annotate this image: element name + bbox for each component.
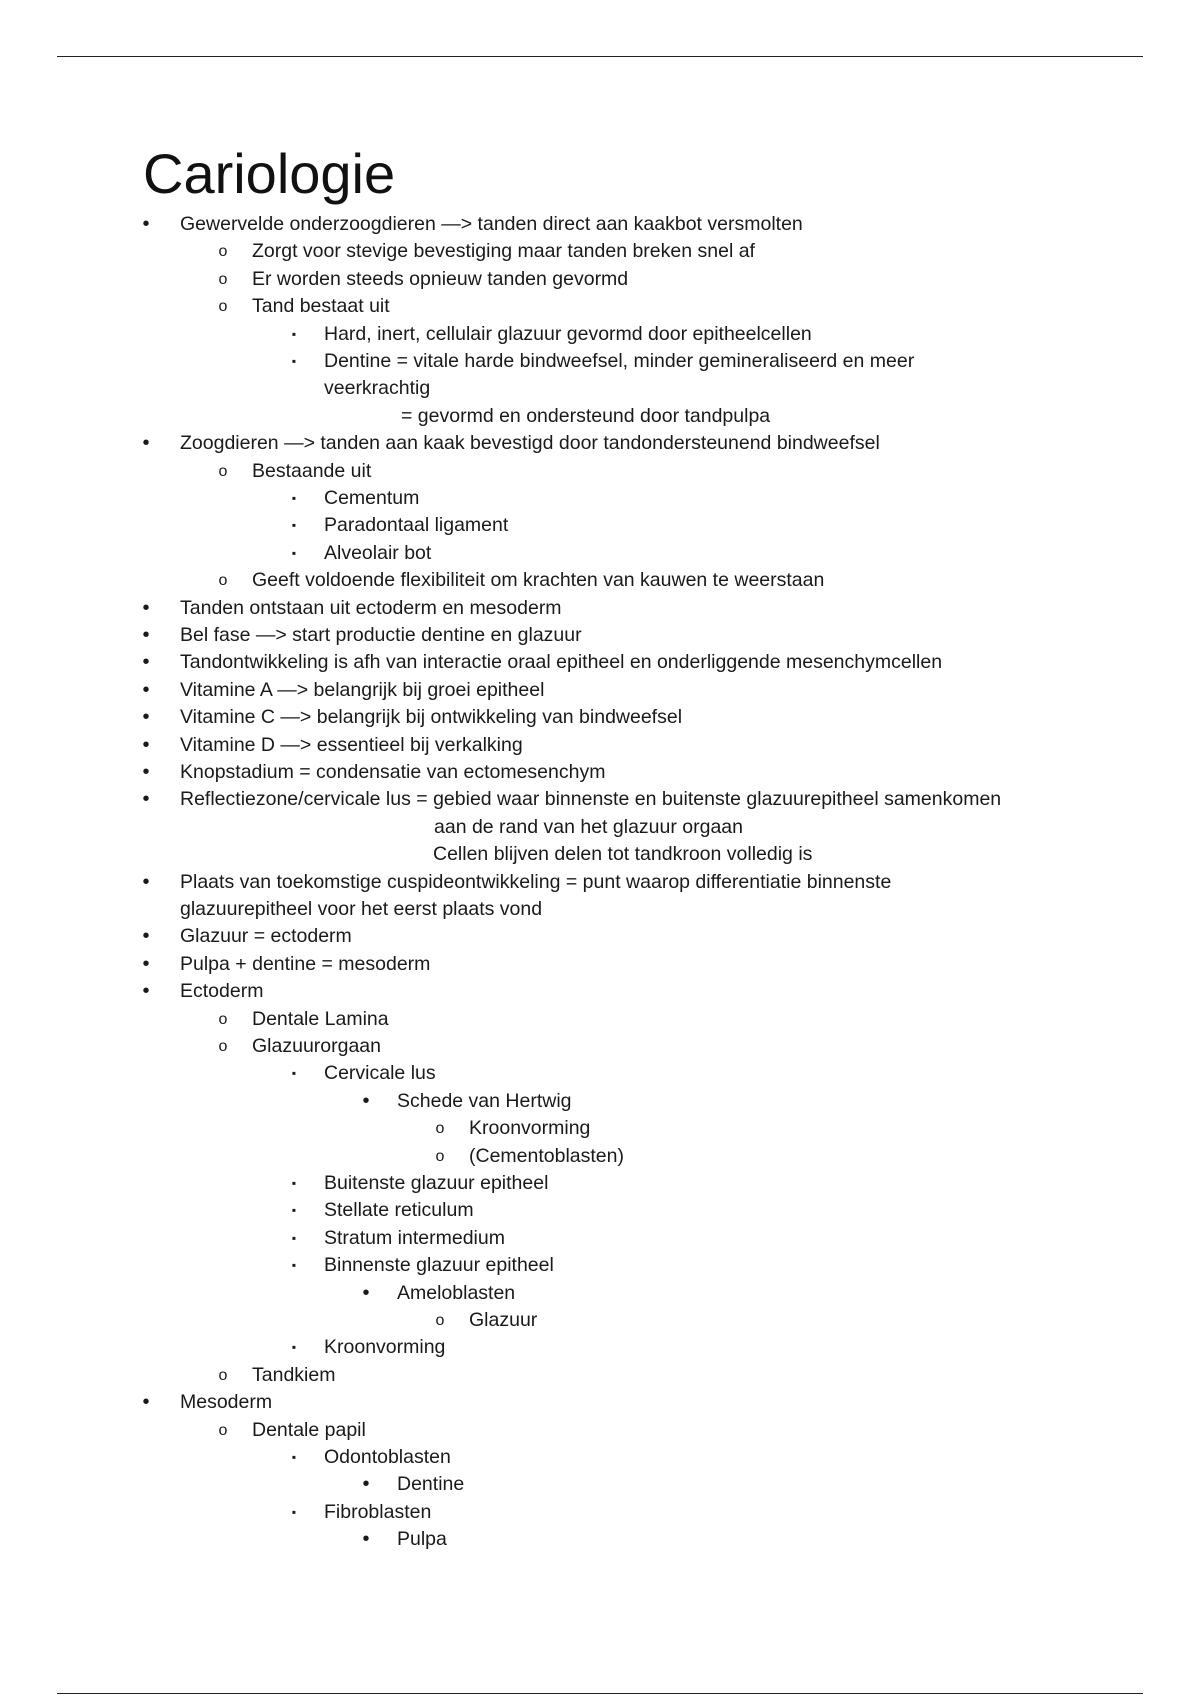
list-item [0,595,1200,622]
list-item-text: Ameloblasten [397,1281,516,1304]
list-item [0,1471,1200,1498]
list-item [0,786,1200,813]
bullet-marker-level-3: ▪ [291,518,297,533]
bullet-marker-level-2: o [218,270,228,288]
header-rule [57,56,1143,57]
bullet-marker-level-2: o [218,462,228,480]
list-item-text: Vitamine C —> belangrijk bij ontwikkeling van bindweefsel [180,706,683,729]
list-item-text: Buitenste glazuur epitheel [324,1172,549,1194]
bullet-marker-level-2: o [218,572,228,590]
list-item-text: Vitamine A —> belangrijk bij groei epitheel [180,678,545,701]
list-item-text: Stratum intermedium [324,1226,505,1249]
bullet-marker-level-2: o [218,298,228,316]
list-item [0,266,1200,293]
list-item [0,622,1200,649]
list-item [0,677,1200,704]
list-item [0,238,1200,265]
list-item [0,1115,1200,1142]
list-item [0,1006,1200,1033]
list-item [0,1389,1200,1416]
list-item-text: Cervicale lus [324,1062,436,1085]
list-item-text: Dentine [397,1473,465,1496]
list-item [0,841,1200,868]
list-item-text: veerkrachtig [324,377,431,400]
list-item-text: Cementum [324,487,420,509]
bullet-marker-level-3: ▪ [291,1450,297,1464]
list-item [0,923,1200,950]
footer-rule [57,1693,1143,1694]
list-item-text: Tandontwikkeling is afh van interactie oraal epitheel en onderliggende mesenchymcellen [180,651,943,674]
list-item-text: Vitamine D —> essentieel bij verkalking [180,733,523,756]
list-item-text: Mesoderm [180,1391,273,1414]
bullet-marker-level-2: o [218,1366,228,1384]
bullet-marker-level-4: • [362,1473,370,1496]
list-item [0,1225,1200,1252]
list-item-text: glazuurepitheel voor het eerst plaats vond [180,898,543,920]
bullet-marker-level-1: • [142,624,150,646]
bullet-marker-level-1: • [142,432,150,455]
list-item-text: Hard, inert, cellulair glazuur gevormd door epitheelcellen [324,322,812,345]
list-item-text: Paradontaal ligament [324,514,509,537]
list-item-text: Pulpa + dentine = mesoderm [180,952,431,975]
list-item-text: Schede van Hertwig [397,1089,572,1112]
list-item [0,211,1200,238]
bullet-marker-level-1: • [142,651,150,674]
bullet-marker-level-1: • [142,925,150,948]
list-item-text: Glazuurorgaan [252,1035,381,1057]
list-item-text: Geeft voldoende flexibiliteit om krachten van kauwen te weerstaan [252,569,825,592]
list-item-text: Odontoblasten [324,1446,451,1468]
list-item-text: Tandkiem [252,1363,336,1386]
list-item-text: Dentale papil [252,1418,366,1441]
list-item [0,1252,1200,1279]
bullet-marker-level-5: o [435,1147,445,1165]
bullet-marker-level-4: • [362,1089,370,1112]
list-item [0,1499,1200,1526]
bullet-marker-level-1: • [142,870,150,893]
list-item-text: aan de rand van het glazuur orgaan [434,815,743,838]
list-item [0,896,1200,923]
list-item [0,540,1200,567]
list-item [0,1170,1200,1197]
list-item [0,458,1200,485]
list-item-text: Ectoderm [180,980,264,1003]
bullet-marker-level-4: • [362,1281,370,1304]
list-item-text: Binnenste glazuur epitheel [324,1254,554,1277]
list-item-text: Bestaande uit [252,459,372,482]
list-item [0,1444,1200,1471]
list-item-text: Plaats van toekomstige cuspideontwikkeling = punt waarop differentiatie binnenste [180,870,892,893]
list-item-text: Dentine = vitale harde bindweefsel, minder gemineraliseerd en meer [324,350,915,372]
list-item [0,293,1200,320]
bullet-marker-level-3: ▪ [291,545,297,560]
bullet-marker-level-1: • [142,761,150,783]
bullet-marker-level-3: ▪ [291,491,297,505]
bullet-marker-level-3: ▪ [291,1203,297,1218]
bullet-marker-level-3: ▪ [291,1230,297,1245]
list-item-text: Pulpa [397,1528,447,1551]
list-item [0,1280,1200,1307]
list-item [0,1060,1200,1087]
list-item [0,348,1200,375]
list-item-text: Er worden steeds opnieuw tanden gevormd [252,267,629,290]
bullet-marker-level-2: o [218,243,228,261]
list-item [0,430,1200,457]
list-item-text: = gevormd en ondersteund door tandpulpa [401,404,771,427]
bullet-marker-level-1: • [142,596,150,619]
bullet-marker-level-1: • [142,980,150,1003]
list-item [0,1334,1200,1361]
bullet-marker-level-5: o [435,1312,445,1329]
bullet-marker-level-3: ▪ [291,354,297,368]
list-item [0,704,1200,731]
bullet-marker-level-3: ▪ [291,1176,297,1190]
list-item [0,869,1200,896]
bullet-marker-level-1: • [142,1391,150,1414]
list-item [0,567,1200,594]
bullet-marker-level-3: ▪ [291,1066,297,1081]
list-item-text: Tanden ontstaan uit ectoderm en mesoderm [180,596,562,619]
list-item [0,1307,1200,1334]
list-item-text: Cellen blijven delen tot tandkroon volledig is [433,843,813,866]
bullet-marker-level-1: • [142,706,150,729]
bullet-marker-level-3: ▪ [291,1258,297,1273]
list-item [0,375,1200,402]
bullet-marker-level-5: o [435,1120,445,1138]
list-item-text: Bel fase —> start productie dentine en glazuur [180,624,582,646]
list-item [0,732,1200,759]
list-item [0,1362,1200,1389]
list-item-text: Glazuur = ectoderm [180,925,352,948]
list-item [0,512,1200,539]
list-item-text: Alveolair bot [324,541,432,564]
list-item-text: (Cementoblasten) [469,1144,624,1167]
list-item [0,951,1200,978]
bullet-marker-level-1: • [142,678,150,701]
list-item [0,403,1200,430]
list-item-text: Tand bestaat uit [252,295,390,318]
list-item-text: Zorgt voor stevige bevestiging maar tanden breken snel af [252,240,755,263]
bullet-marker-level-3: ▪ [291,326,297,341]
list-item [0,1143,1200,1170]
list-item [0,759,1200,786]
list-item [0,1417,1200,1444]
list-item-text: Gewervelde onderzoogdieren —> tanden direct aan kaakbot versmolten [180,213,803,235]
list-item-text: Stellate reticulum [324,1199,474,1222]
list-item [0,649,1200,676]
bullet-marker-level-2: o [218,1038,228,1055]
list-item-text: Dentale Lamina [252,1007,389,1030]
list-item-text: Knopstadium = condensatie van ectomesenchym [180,761,606,783]
list-item-text: Zoogdieren —> tanden aan kaak bevestigd door tandondersteunend bindweefsel [180,432,880,455]
bullet-marker-level-2: o [218,1010,228,1028]
bullet-marker-level-4: • [362,1528,370,1551]
list-item-text: Reflectiezone/cervicale lus = gebied waar binnenste en buitenste glazuurepitheel samenkomen [180,788,1002,811]
list-item [0,814,1200,841]
list-item [0,321,1200,348]
list-item-text: Glazuur [469,1309,538,1331]
bullet-marker-level-1: • [142,952,150,975]
list-item [0,1088,1200,1115]
bullet-marker-level-1: • [142,213,150,235]
list-item [0,1197,1200,1224]
list-item [0,1033,1200,1060]
list-item [0,978,1200,1005]
list-item-text: Kroonvorming [324,1336,446,1359]
list-item-text: Fibroblasten [324,1500,432,1523]
bullet-marker-level-1: • [142,788,150,811]
page-title: Cariologie [143,142,396,205]
bullet-marker-level-3: ▪ [291,1504,297,1519]
bullet-marker-level-1: • [142,733,150,756]
list-item [0,1526,1200,1553]
bullet-marker-level-2: o [218,1421,228,1439]
bullet-marker-level-3: ▪ [291,1340,297,1355]
list-item [0,485,1200,512]
list-item-text: Kroonvorming [469,1117,591,1140]
